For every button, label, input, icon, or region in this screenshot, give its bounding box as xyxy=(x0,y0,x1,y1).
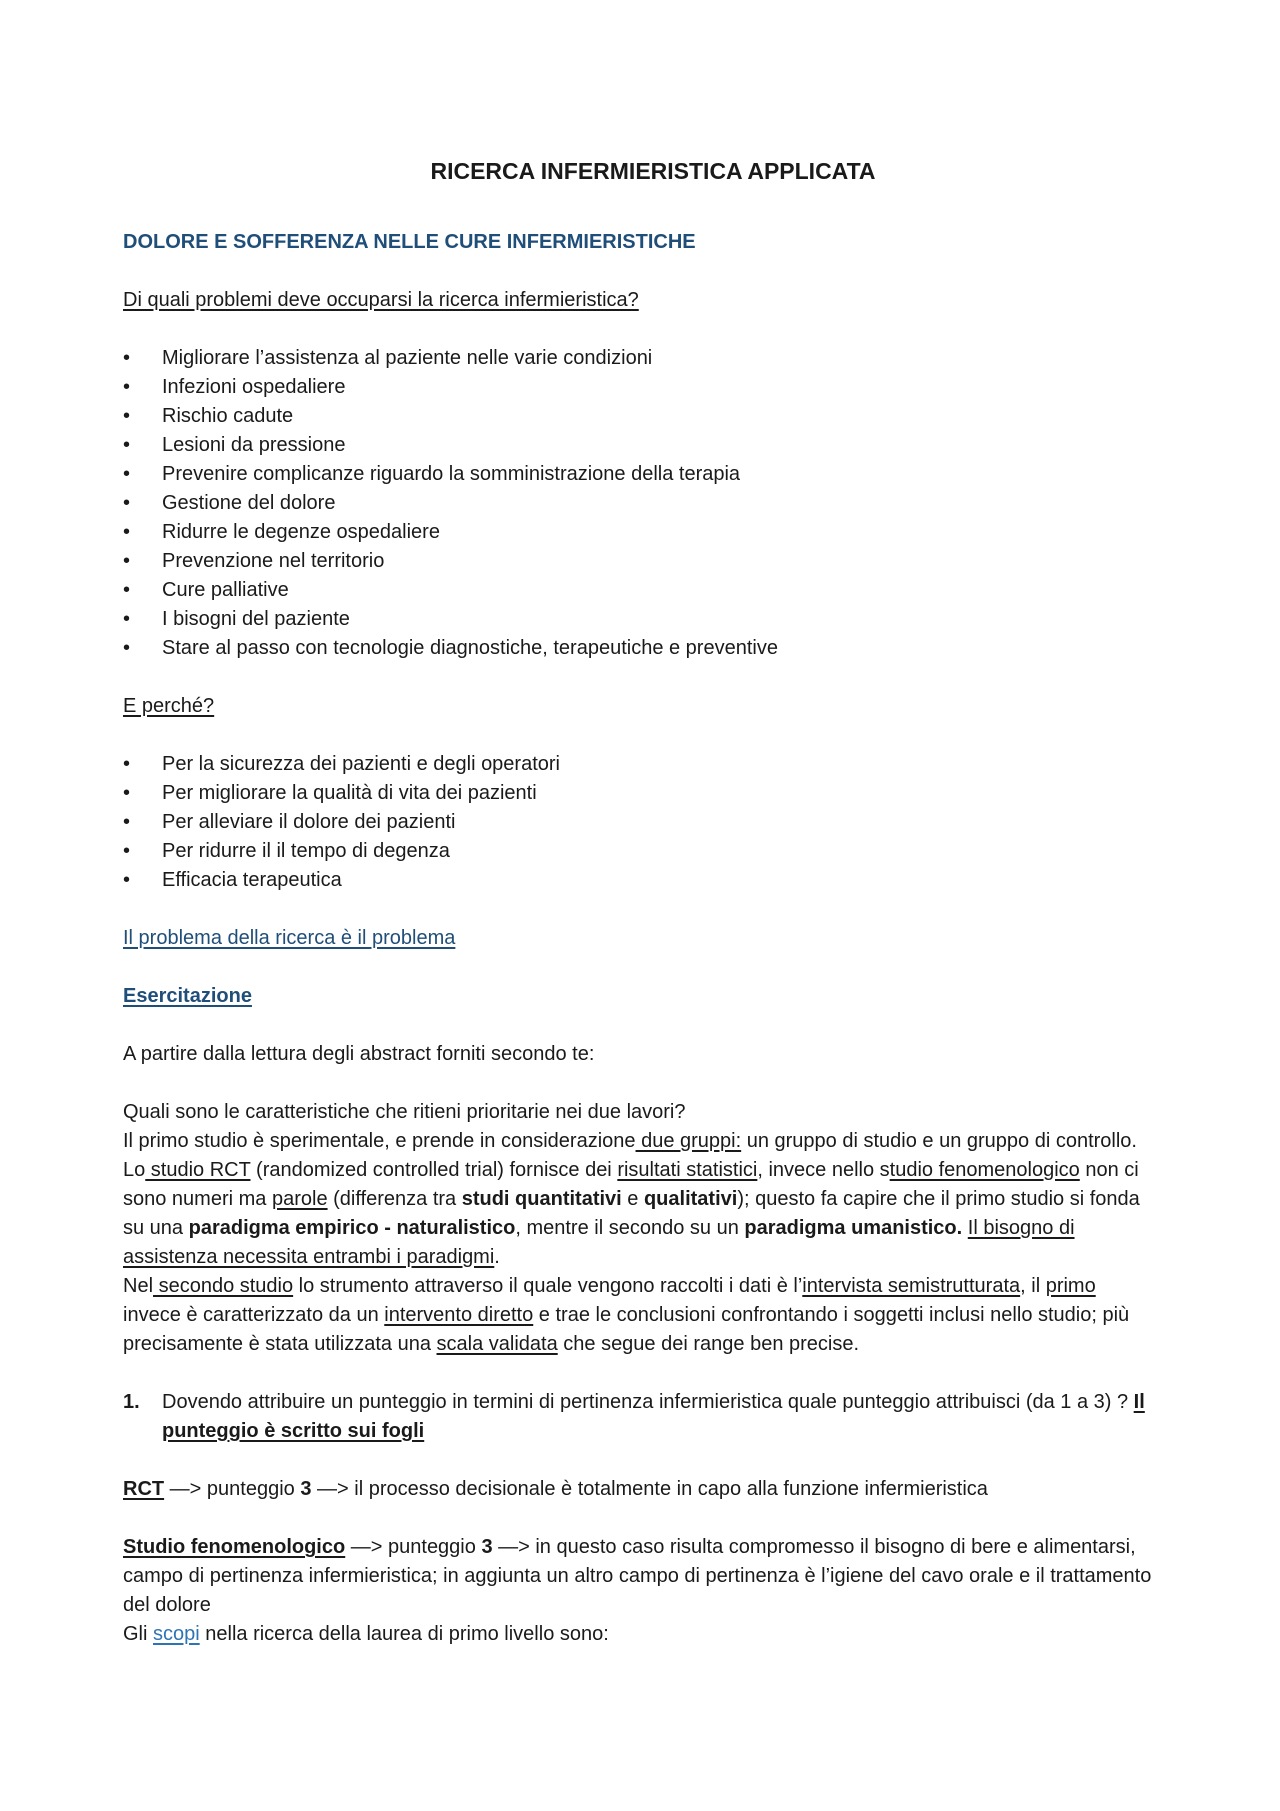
list-item: • Efficacia terapeutica xyxy=(123,866,1155,895)
list-item: • Per la sicurezza dei pazienti e degli operatori xyxy=(123,750,1155,779)
list-item: • Lesioni da pressione xyxy=(123,431,1155,460)
list-item: • Cure palliative xyxy=(123,576,1155,605)
rct-label: RCT xyxy=(123,1478,165,1500)
list-item: • Prevenzione nel territorio xyxy=(123,547,1155,576)
list-item: 1. Dovendo attribuire un punteggio in termini di pertinenza infermieristica quale punteggio attribuisci (da 1 a 3) ? Il punteggio è scritto sui fogli xyxy=(123,1388,1155,1446)
list-item: • Per migliorare la qualità di vita dei pazienti xyxy=(123,779,1155,808)
phenomenological-label: Studio fenomenologico xyxy=(123,1536,346,1558)
scopes-line: Gli scopi nella ricerca della laurea di primo livello sono: xyxy=(123,1623,609,1645)
document-title: RICERCA INFERMIERISTICA APPLICATA xyxy=(430,158,876,184)
problems-list xyxy=(123,344,1155,663)
exercise-heading: Esercitazione xyxy=(123,985,252,1007)
list-item: • Stare al passo con tecnologie diagnostiche, terapeutiche e preventive xyxy=(123,634,1155,663)
numbered-list xyxy=(123,1388,1155,1446)
list-item: • I bisogni del paziente xyxy=(123,605,1155,634)
link-research-problem[interactable]: Il problema della ricerca è il problema xyxy=(123,927,456,949)
list-item: • Per alleviare il dolore dei pazienti xyxy=(123,808,1155,837)
list-item: • Rischio cadute xyxy=(123,402,1155,431)
phenomenological-score-line: Studio fenomenologico —> punteggio 3 —> in questo caso risulta compromesso il bisogno di bere e alimentarsi, campo di pertinenza infermieristica; in aggiunta un altro campo di pertinenza è l’igiene del cavo orale e il trattamento del dolore xyxy=(123,1536,1152,1616)
intro-text: A partire dalla lettura degli abstract forniti secondo te: xyxy=(123,1043,595,1065)
question-problems: Di quali problemi deve occuparsi la ricerca infermieristica? xyxy=(123,289,639,311)
list-item: • Per ridurre il il tempo di degenza xyxy=(123,837,1155,866)
paragraph-second-study: Nel secondo studio lo strumento attraverso il quale vengono raccolti i dati è l’intervista semistrutturata, il primo invece è caratterizzato da un intervento diretto e trae le conclusioni confrontando i soggetti inclusi nello studio; più precisamente è stata utilizzata una scala validata che segue dei range ben precise. xyxy=(123,1275,1130,1355)
list-number: 1. xyxy=(123,1391,140,1413)
list-item: • Gestione del dolore xyxy=(123,489,1155,518)
question-characteristics: Quali sono le caratteristiche che ritieni prioritarie nei due lavori? xyxy=(123,1101,686,1123)
question-why: E perché? xyxy=(123,695,215,717)
rct-score-line: RCT —> punteggio 3 —> il processo decisionale è totalmente in capo alla funzione infermieristica xyxy=(123,1478,988,1500)
list-item: • Infezioni ospedaliere xyxy=(123,373,1155,402)
list-item: • Migliorare l’assistenza al paziente nelle varie condizioni xyxy=(123,344,1155,373)
section-heading: DOLORE E SOFFERENZA NELLE CURE INFERMIERISTICHE xyxy=(123,231,696,253)
list-item: • Ridurre le degenze ospedaliere xyxy=(123,518,1155,547)
list-item: • Prevenire complicanze riguardo la somministrazione della terapia xyxy=(123,460,1155,489)
link-scopes[interactable]: scopi xyxy=(153,1623,200,1645)
reasons-list xyxy=(123,750,1155,895)
paragraph-first-study: Il primo studio è sperimentale, e prende in considerazione due gruppi: un gruppo di studio e un gruppo di controllo. Lo studio RCT (randomized controlled trial) fornisce dei risultati statistici, invece nello studio fenomenologico non ci sono numeri ma parole (differenza tra studi quantitativi e qualitativi); questo fa capire che il primo studio si fonda su una paradigma empirico - naturalistico, mentre il secondo su un paradigma umanistico. Il bisogno di assistenza necessita entrambi i paradigmi. xyxy=(123,1130,1140,1268)
